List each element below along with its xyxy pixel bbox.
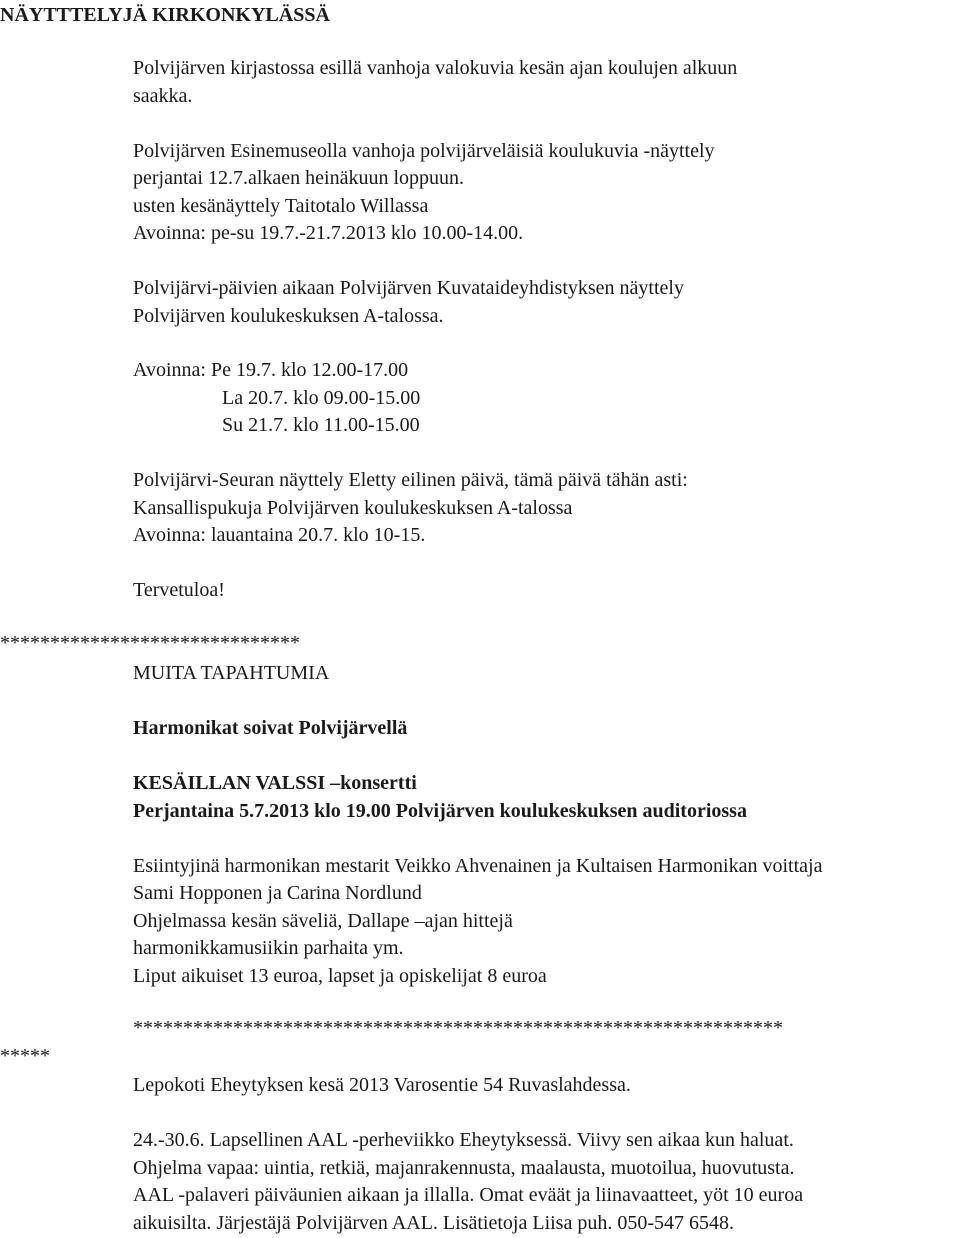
text-line: perjantai 12.7.alkaen heinäkuun loppuun. — [133, 167, 465, 189]
hours-line: Avoinna: Pe 19.7. klo 12.00-17.00 — [133, 359, 409, 381]
text-line: Polvijärven kirjastossa esillä vanhoja valokuvia kesän ajan koulujen alkuun — [133, 57, 738, 79]
event-title: Harmonikat soivat Polvijärvellä — [133, 717, 408, 739]
star-divider: ****************************** — [0, 632, 300, 654]
text-line: Polvijärvi-päivien aikaan Polvijärven Kuvataideyhdistyksen näyttely — [133, 277, 684, 299]
text-line: AAL -palaveri päiväunien aikaan ja illalla. Omat eväät ja liinavaatteet, yöt 10 euroa — [133, 1184, 804, 1206]
text-line: Avoinna: pe-su 19.7.-21.7.2013 klo 10.00-14.00. — [133, 222, 524, 244]
hours-line: Su 21.7. klo 11.00-15.00 — [222, 414, 420, 436]
text-line: saakka. — [133, 85, 193, 107]
concert-date: Perjantaina 5.7.2013 klo 19.00 Polvijärven koulukeskuksen auditoriossa — [133, 800, 747, 822]
text-line: Liput aikuiset 13 euroa, lapset ja opiskelijat 8 euroa — [133, 965, 547, 987]
hours-line: La 20.7. klo 09.00-15.00 — [222, 387, 421, 409]
concert-title: KESÄILLAN VALSSI –konsertti — [133, 772, 417, 794]
text-line: Polvijärvi-Seuran näyttely Eletty eilinen päivä, tämä päivä tähän asti: — [133, 469, 688, 491]
text-line: Lepokoti Eheytyksen kesä 2013 Varosentie 54 Ruvaslahdessa. — [133, 1074, 631, 1096]
text-line: Esiintyjinä harmonikan mestarit Veikko Ahvenainen ja Kultaisen Harmonikan voittaja — [133, 855, 823, 877]
text-line: Ohjelmassa kesän säveliä, Dallape –ajan hittejä — [133, 910, 513, 932]
text-line: Kansallispukuja Polvijärven koulukeskuksen A-talossa — [133, 497, 573, 519]
text-line: Sami Hopponen ja Carina Nordlund — [133, 882, 422, 904]
text-line: Polvijärven koulukeskuksen A-talossa. — [133, 305, 444, 327]
text-line: Polvijärven Esinemuseolla vanhoja polvijärveläisiä koulukuvia -näyttely — [133, 140, 715, 162]
text-line: 24.-30.6. Lapsellinen AAL -perheviikko Eheytyksessä. Viivy sen aikaa kun haluat. — [133, 1129, 794, 1151]
text-line: aikuisilta. Järjestäjä Polvijärven AAL. Lisätietoja Liisa puh. 050-547 6548. — [133, 1212, 734, 1234]
text-line: Avoinna: lauantaina 20.7. klo 10-15. — [133, 524, 426, 546]
text-line: harmonikkamusiikin parhaita ym. — [133, 937, 404, 959]
star-divider: ***** — [0, 1045, 50, 1067]
section-title: MUITA TAPAHTUMIA — [133, 662, 330, 684]
text-line: Ohjelma vapaa: uintia, retkiä, majanrakennusta, maalausta, muotoilua, huovutusta. — [133, 1157, 795, 1179]
star-divider: ***************************************************************** — [133, 1017, 783, 1039]
text-line: usten kesänäyttely Taitotalo Willassa — [133, 195, 429, 217]
main-heading: NÄYTTTELYJÄ KIRKONKYLÄSSÄ — [0, 4, 330, 26]
welcome-text: Tervetuloa! — [133, 579, 225, 601]
